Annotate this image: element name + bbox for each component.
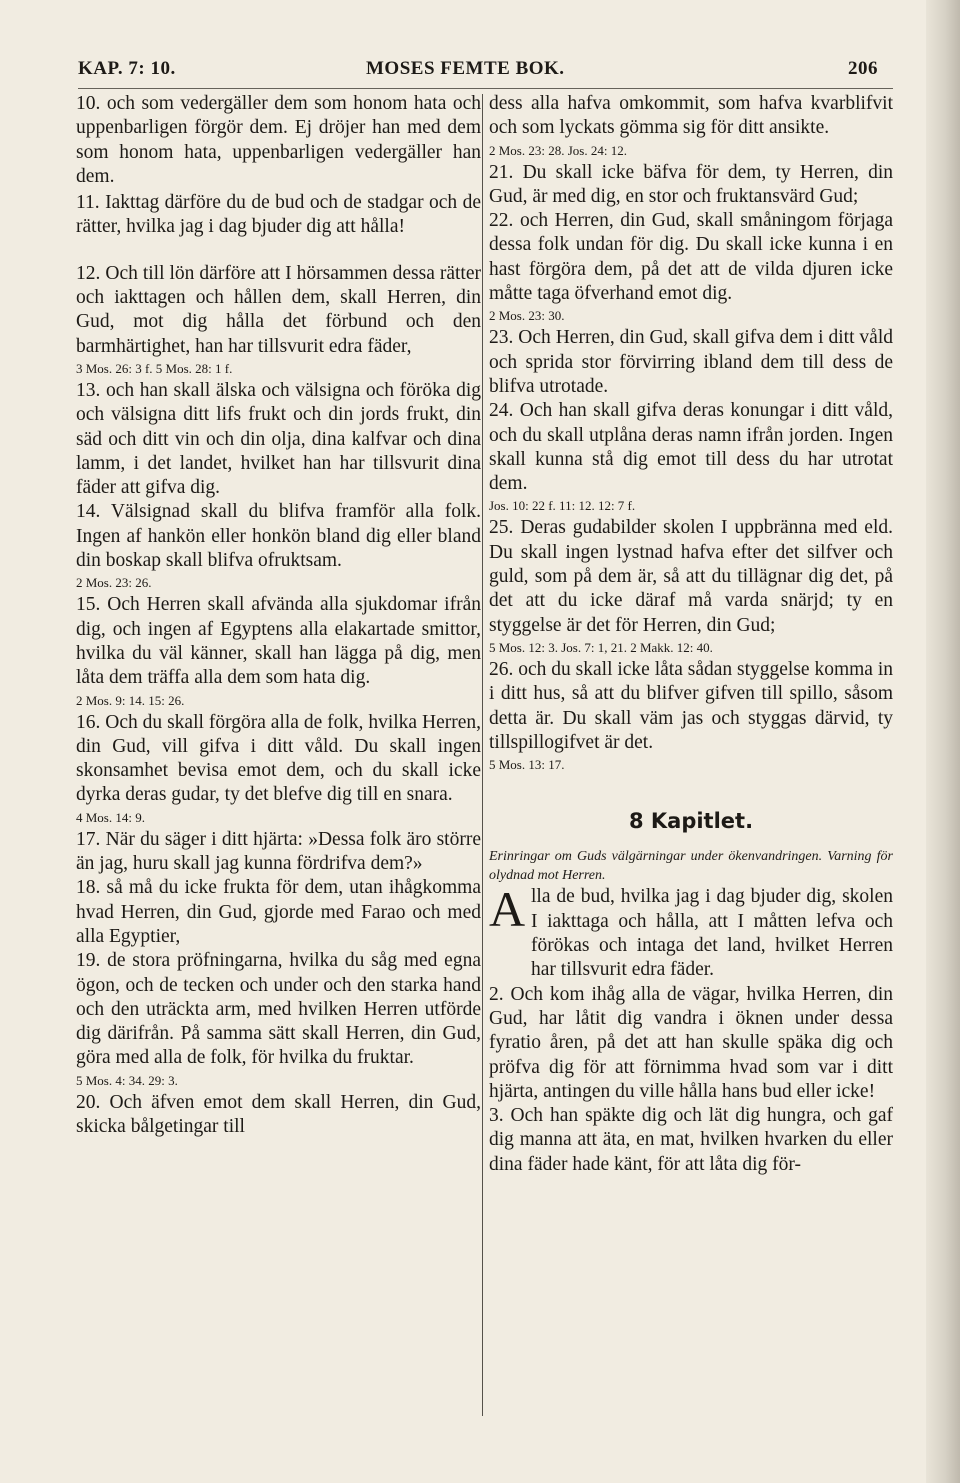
verse-continuation: dess alla hafva omkommit, som hafva kvarblifvit och som lyckats gömma sig för ditt ansikte. [489,93,893,139]
header-book-title: MOSES FEMTE BOK. [366,58,565,79]
cross-reference: 2 Mos. 23: 28. Jos. 24: 12. [489,142,627,158]
cross-reference: 5 Mos. 12: 3. Jos. 7: 1, 21. 2 Makk. 12: 40. [489,639,713,655]
verse-1 [489,881,893,982]
verse-2: 2. Och kom ihåg alla de vägar, hvilka Herren, din Gud, har låtit dig vandra i öknen under dessa fyratio åren, på det att han skulle späka dig och pröfva dig för att förnimma hvad som var i ditt hjärta, antingen du ville hålla hans bud eller icke! [489,983,893,1102]
verse-11: 11. Iakttag därföre du de bud och de stadgar och de rätter, hvilka jag i dag bjuder dig att hålla! [76,192,481,238]
cross-reference: 4 Mos. 14: 9. [76,809,145,825]
verse-1-text: lla de bud, hvilka jag i dag bjuder dig, skolen I iakttaga och hålla, att I måtten lefva och förökas och intaga det land, hvilket Herren har tillsvurit edra fäder. [531,886,893,981]
verse-20: 20. Och äfven emot dem skall Herren, din Gud, skicka bålgetingar till [76,1091,481,1137]
verse-12: 12. Och till lön därföre att I hörsammen dessa rätter och iakttagen och hållen dem, skall Herren, din Gud, mot dig hålla det förbund och den barmhärtighet, han har tillsvurit edra fäder, [76,262,481,357]
page-edge-shadow [926,0,960,1483]
verse-15: 15. Och Herren skall afvända alla sjukdomar ifrån dig, och ingen af Egyptens alla elakartade smittor, hvilka du väl känner, skall han lägga på dig, men låta dem träffa alla dem som hata dig. [76,594,481,689]
cross-reference: 2 Mos. 9: 14. 15: 26. [76,692,185,708]
left-column [76,92,481,1139]
cross-reference: 5 Mos. 4: 34. 29: 3. [76,1072,178,1088]
chapter-summary: Erinringar om Guds välgärningar under ökenvandringen. Varning för olydnad mot Herren. [489,849,893,884]
verse-10: 10. och som vedergäller dem som honom hata och uppenbarligen förgör dem. Ej dröjer han med dem som honom hata, uppenbarligen vedergäller han dem. [76,93,481,187]
verse-25: 25. Deras gudabilder skolen I uppbränna med eld. Du skall ingen lystnad hafva efter det silfver och guld, som på dem är, så att du tillägnar dig det, på det att du icke däraf må varda snärjd; ty en styggelse är det för Herren, din Gud; [489,517,893,636]
cross-reference: 3 Mos. 26: 3 f. 5 Mos. 28: 1 f. [76,360,233,376]
verse-19: 19. de stora pröfningarna, hvilka du såg med egna ögon, och de tecken och under och den starka hand och den uträckta arm, med hvilken Herren utförde dig därifrån. På samma sätt skall Herren, din Gud, göra med alla de folk, för hvilka du fruktar. [76,950,481,1069]
verse-22: 22. och Herren, din Gud, skall småningom förjaga dessa folk undan för dig. Du skall icke kunna i en hast förgöra dem, på det att de vilda djuren icke måtte taga öfverhand emot dig. [489,210,893,305]
verse-23: 23. Och Herren, din Gud, skall gifva dem i ditt våld och sprida stor förvirring ibland dem till dess de blifva utrotade. [489,327,893,397]
chapter-title: 8 Kapitlet. [628,809,754,834]
verse-26: 26. och du skall icke låta sådan styggelse komma in i ditt hus, så att du blifver gifven till spillo, såsom detta är. Du skall väm jas och styggas därvid, ty tillspillogifvet är det. [489,658,893,753]
verse-21: 21. Du skall icke bäfva för dem, ty Herren, din Gud, är med dig, en stor och fruktansvärd Gud; [489,161,893,207]
column-divider [482,94,483,1416]
cross-reference: 2 Mos. 23: 26. [76,575,152,591]
cross-reference: 2 Mos. 23: 30. [489,308,565,324]
verse-24: 24. Och han skall gifva deras konungar i ditt våld, och du skall utplåna deras namn ifrån jorden. Ingen skall kunna stå dig emot till dess du har utrotat dem. [489,400,893,495]
verse-18: 18. så må du icke frukta för dem, utan ihågkomma hvad Herren, din Gud, gjorde med Farao och med alla Egyptier, [76,877,481,947]
cross-reference: Jos. 10: 22 f. 11: 12. 12: 7 f. [489,498,636,514]
verse-3: 3. Och han späkte dig och lät dig hungra, och gaf dig manna att äta, en mat, hvilken hvarken du eller dina fäder hade känt, för att låta dig för- [489,1105,893,1175]
header-page-number: 206 [848,58,878,79]
verse-14: 14. Välsignad skall du blifva framför alla folk. Ingen af hankön eller honkön bland dig eller bland din boskap skall blifva ofruktsam. [76,501,481,572]
drop-cap: A [489,881,526,938]
cross-reference: 5 Mos. 13: 17. [489,757,565,773]
header-chapter-ref: KAP. 7: 10. [78,58,176,79]
verse-17: 17. När du säger i ditt hjärta: »Dessa folk äro större än jag, huru skall jag kunna fördrifva dem?» [76,828,481,875]
running-header [78,58,878,84]
verse-13: 13. och han skall älska och välsigna och föröka dig och välsigna ditt lifs frukt och din jords frukt, din säd och ditt vin och din olja, dina kalfvar och dina lamm, i det landet, hvilket han har tillsvurit dina fäder att gifva dig. [76,379,481,499]
right-column [489,92,893,1177]
verse-16: 16. Och du skall förgöra alla de folk, hvilka Herren, din Gud, vill gifva i ditt våld. Du skall ingen skonsamhet bevisa emot dem, och du skall icke dyrka deras gudar, ty det blefve dig till en snara. [76,711,481,806]
header-rule [78,88,893,89]
